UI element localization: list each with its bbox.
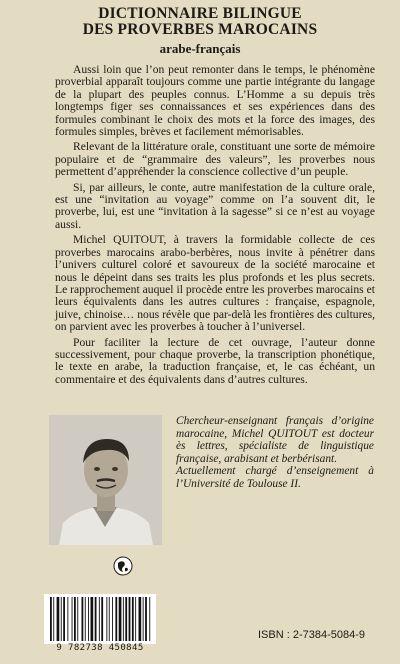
barcode-bar [129, 597, 131, 641]
author-photo [49, 415, 162, 545]
barcode-bar [99, 597, 100, 641]
barcode-bar [91, 597, 94, 641]
barcode-bar [88, 597, 89, 641]
author-bio-paragraph-2: Actuellement chargé d’enseignement à l’Université de Toulouse II. [176, 465, 374, 490]
barcode-bar [123, 597, 124, 641]
barcode-bar [61, 597, 62, 641]
barcode-bar [106, 597, 107, 641]
title-line-2: DES PROVERBES MAROCAINS [82, 21, 318, 38]
barcode-bar [82, 597, 84, 641]
barcode-bar [57, 597, 60, 641]
barcode-bar [125, 597, 127, 641]
barcode-digits: 9 782738 450845 [56, 643, 144, 653]
blurb-paragraph-1: Aussi loin que l’on peut remonter dans le temps, le phénomène proverbial apparaît toujours comme une partie intégrante du langage de la plupart des peuples connus. L’Homme a su depuis très longtemps figer ses connaissances et ses expériences dans des formules combinant le choix des mots et la force des images, des formules simples, brèves et facilement mémorisables. [55, 63, 375, 139]
barcode-bar [95, 597, 97, 641]
blurb [55, 64, 375, 389]
barcode-bar [67, 597, 68, 641]
barcode-bar [85, 597, 86, 641]
publisher-logo-icon [113, 556, 133, 576]
barcode-bar [145, 597, 147, 641]
barcode-bar [74, 597, 76, 641]
barcode-bar [53, 597, 54, 641]
barcode-bar [149, 597, 150, 641]
barcode-bar [115, 597, 117, 641]
blurb-paragraph-3: Si, par ailleurs, le conte, autre manifestation de la culture orale, est une “invitation au voyage” comme on l’a souvent dit, le proverbe, lui, est une “invitation à la sagesse” si ce n’est au voyage aussi. [55, 180, 375, 231]
isbn: ISBN : 2-7384-5084-9 [258, 629, 366, 641]
barcode-bar [101, 597, 103, 641]
barcode-bar [77, 597, 78, 641]
blurb-paragraph-4: Michel QUITOUT, à travers la formidable collecte de ces proverbes marocains arabo-berbères, nous invite à pénétrer dans l’univers culturel coloré et savoureux de la société marocaine et nous le dépeint dans ses traits les plus profonds et les plus secrets. Le rapprochement auquel il procède entre les proverbes marocains et leurs équivalents dans les autres cultures : française, espagnole, juive, chinoise… nous révèle que par-delà les frontières des cultures, on parvient avec les proverbes à toucher à l’universel. [55, 233, 375, 334]
barcode-bar [132, 597, 134, 641]
title-line-1: DICTIONNAIRE BILINGUE [98, 5, 302, 22]
barcode-bar [112, 597, 113, 641]
barcode-bar [139, 597, 142, 641]
barcode [44, 594, 156, 644]
barcode-icon [44, 594, 156, 644]
barcode-bar [119, 597, 122, 641]
barcode-bar [50, 597, 52, 641]
barcode-bar [135, 597, 136, 641]
book-title [0, 6, 400, 38]
author-bio [176, 415, 374, 491]
blurb-paragraph-5: Pour faciliter la lecture de cet ouvrage, l’auteur donne successivement, pour chaque proverbe, la transcription phonétique, le texte en arabe, la traduction française, et, le cas échéant, un commentaire et des équivalents dans d’autres cultures. [55, 335, 375, 386]
author-portrait-icon [49, 415, 162, 545]
barcode-bar [63, 597, 65, 641]
barcode-bar [72, 597, 73, 641]
blurb-paragraph-2: Relevant de la littérature orale, constituant une sorte de mémoire populaire et de “grammaire des valeurs”, les proverbes nous permettent d’appréhender la conscience collective d’un peuple. [55, 140, 375, 179]
barcode-bar [143, 597, 144, 641]
barcode-bar [109, 597, 110, 641]
book-subtitle: arabe-français [159, 41, 241, 56]
author-bio-paragraph-1: Chercheur-enseignant français d’origine marocaine, Michel QUITOUT est docteur ès lettres, spécialiste de linguistique française, arabisant et berbérisant. [176, 415, 374, 465]
